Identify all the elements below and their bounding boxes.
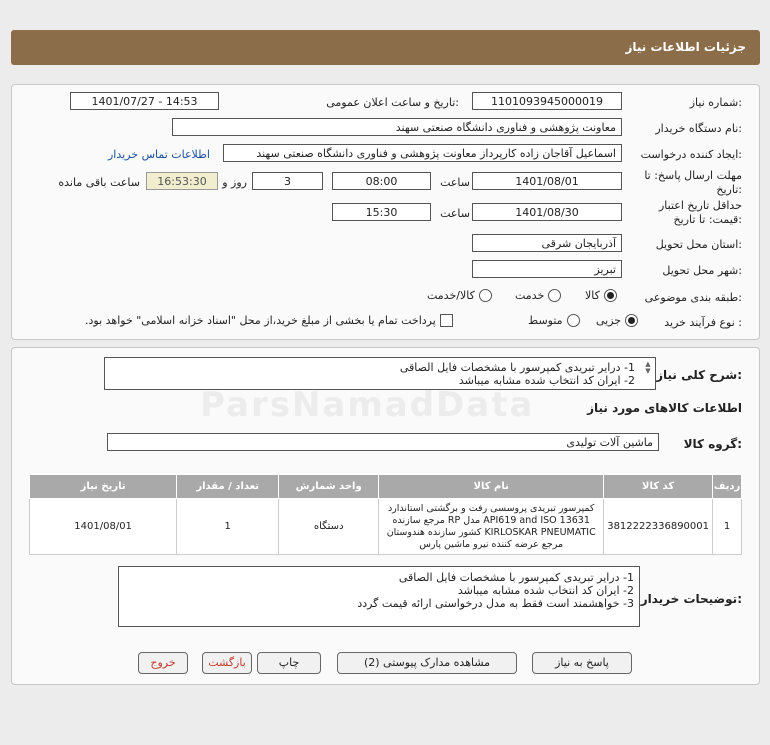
goods-group-field: ماشین آلات تولیدی [107, 433, 659, 451]
exit-button[interactable]: خروج [138, 652, 188, 674]
days-label: روز و [222, 176, 247, 189]
view-documents-button[interactable]: مشاهده مدارک پیوستی (2) [337, 652, 517, 674]
validity-time-label: ساعت [440, 207, 470, 220]
goods-table [29, 474, 742, 555]
cell-index: 1 [713, 499, 742, 555]
deadline-time-field: 08:00 [332, 172, 431, 190]
purchase-minor-radio[interactable] [625, 314, 638, 327]
province-label: استان محل تحویل: [655, 238, 742, 251]
col-row-header: ردیف [713, 475, 742, 499]
purchase-label: نوع فرآیند خرید : [664, 316, 742, 329]
summary-box [104, 357, 656, 390]
deadline-date-field: 1401/08/01 [472, 172, 622, 190]
remaining-time-field: 16:53:30 [146, 172, 218, 190]
cell-date: 1401/08/01 [30, 499, 177, 555]
buyer-notes-line-1: 1- درایر تبریدی کمپرسور با مشخصات فایل الصاقی [398, 571, 634, 584]
announce-field: 1401/07/27 - 14:53 [70, 92, 219, 110]
cell-qty: 1 [177, 499, 279, 555]
col-unit-header: واحد شمارش [279, 475, 379, 499]
payment-treasury-checkbox[interactable] [440, 314, 453, 327]
col-code-header: کد کالا [604, 475, 713, 499]
col-name-header: نام کالا [379, 475, 604, 499]
summary-line-2: 2- ایران کد انتخاب شده مشابه میباشد [458, 374, 635, 387]
col-date-header: تاریخ نیاز [30, 475, 177, 499]
cell-code: 3812222336890001 [604, 499, 713, 555]
buyer-org-label: نام دستگاه خریدار: [655, 122, 742, 135]
purchase-minor-label: جزیی [596, 314, 622, 327]
summary-line-1: 1- درایر تبریدی کمپرسور با مشخصات فایل الصاقی [399, 361, 635, 374]
purchase-option-medium[interactable] [528, 314, 580, 327]
category-goods-service-label: کالا/خدمت [427, 289, 475, 302]
payment-treasury-label: پرداخت تمام یا بخشی از مبلغ خرید،از محل "اسناد خزانه اسلامی" خواهد بود. [85, 314, 436, 327]
print-button[interactable]: چاپ [257, 652, 321, 674]
days-field: 3 [252, 172, 323, 190]
category-label: طبقه بندی موضوعی: [644, 291, 742, 304]
purchase-option-minor[interactable] [596, 314, 638, 327]
validity-label: حداقل تاریخ اعتبار قیمت: تا تاریخ: [658, 199, 742, 226]
remaining-label: ساعت باقی مانده [58, 176, 140, 189]
validity-date-field: 1401/08/30 [472, 203, 622, 221]
page-header [11, 30, 760, 65]
need-number-field: 1101093945000019 [472, 92, 622, 110]
creator-field: اسماعیل آقاجان زاده کارپرداز معاونت پژوهشی و فناوری دانشگاه صنعتی سهند [223, 144, 622, 162]
validity-time-field: 15:30 [332, 203, 431, 221]
buyer-notes-line-2: 2- ایران کد انتخاب شده مشابه میباشد [457, 584, 634, 597]
contact-buyer-link[interactable]: اطلاعات تماس خریدار [108, 148, 210, 161]
category-goods-service-radio[interactable] [479, 289, 492, 302]
deadline-label: مهلت ارسال پاسخ: تا تاریخ: [644, 169, 742, 196]
summary-label: شرح کلی نیاز: [656, 368, 742, 382]
scroll-arrows-icon[interactable]: ▲ ▼ [645, 360, 651, 375]
table-row [30, 499, 742, 555]
payment-treasury-option[interactable] [85, 314, 453, 327]
cell-name: کمپرسور تبریدی پروسسی رفت و برگشتی استاندارد API619 and ISO 13631 مدل RP مرجع سازنده KIRLOSKAR PNEUMATIC کشور سازنده هندوستان مرجع عرضه کننده نیرو ماشین پارس [379, 499, 604, 555]
goods-table-header [30, 475, 742, 499]
buyer-org-field: معاونت پژوهشی و فناوری دانشگاه صنعتی سهند [172, 118, 622, 136]
purchase-medium-label: متوسط [528, 314, 563, 327]
city-label: شهر محل تحویل: [662, 264, 742, 277]
creator-label: ایجاد کننده درخواست: [640, 148, 742, 161]
goods-section-title: اطلاعات کالاهای مورد نیاز [587, 401, 742, 415]
buyer-notes-box [118, 566, 640, 627]
city-field: تبریز [472, 260, 622, 278]
category-option-service[interactable] [515, 289, 561, 302]
cell-unit: دستگاه [279, 499, 379, 555]
category-goods-radio[interactable] [604, 289, 617, 302]
reply-button[interactable]: پاسخ به نیاز [532, 652, 632, 674]
back-button[interactable]: بازگشت [202, 652, 252, 674]
deadline-time-label: ساعت [440, 176, 470, 189]
category-service-radio[interactable] [548, 289, 561, 302]
buyer-notes-line-3: 3- خواهشمند است فقط به مدل درخواستی ارائه قیمت گردد [357, 597, 634, 610]
category-service-label: خدمت [515, 289, 545, 302]
need-number-label: شماره نیاز: [689, 96, 742, 109]
province-field: آذربایجان شرقی [472, 234, 622, 252]
buyer-notes-label: توضیحات خریدار: [640, 592, 742, 606]
page-title: جزئیات اطلاعات نیاز [625, 40, 746, 54]
purchase-medium-radio[interactable] [567, 314, 580, 327]
category-option-goods-service[interactable] [427, 289, 492, 302]
category-goods-label: کالا [585, 289, 600, 302]
col-qty-header: تعداد / مقدار [177, 475, 279, 499]
goods-group-label: گروه کالا: [683, 437, 742, 451]
announce-label: تاریخ و ساعت اعلان عمومی: [326, 96, 459, 109]
goods-table-wrapper [29, 474, 742, 555]
category-option-goods[interactable] [585, 289, 617, 302]
